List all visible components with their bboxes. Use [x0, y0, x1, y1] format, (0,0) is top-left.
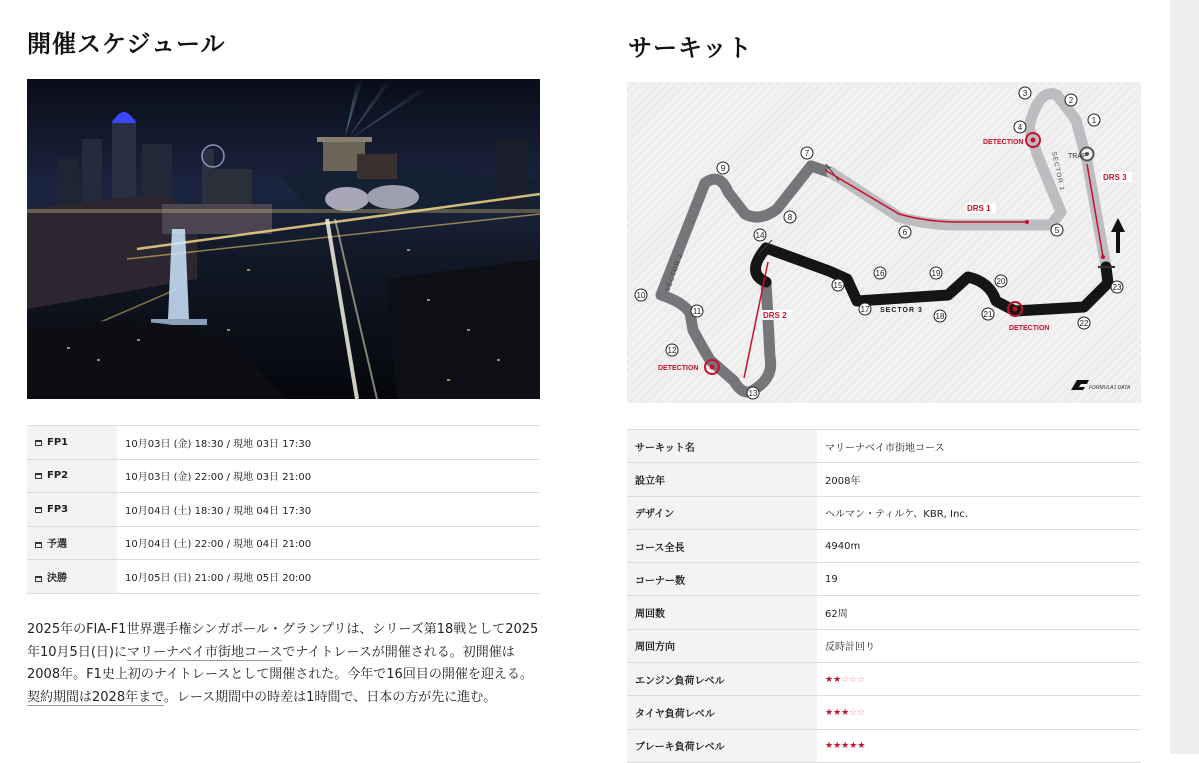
info-value: 4940m [817, 529, 1141, 562]
svg-text:FORMULA1 DATA: FORMULA1 DATA [1089, 385, 1131, 391]
star-empty-icon: ☆ [849, 708, 858, 719]
svg-text:7: 7 [804, 149, 810, 158]
star-empty-icon: ☆ [857, 708, 866, 719]
info-label: 周回方向 [627, 629, 817, 662]
drs-label: DRS 3 [1103, 173, 1127, 182]
svg-text:8: 8 [787, 213, 793, 222]
star-empty-icon: ☆ [857, 674, 866, 685]
info-value: 62周 [817, 596, 1141, 629]
schedule-table [27, 425, 540, 594]
corner-marker [930, 267, 942, 279]
star-empty-icon: ☆ [841, 674, 850, 685]
info-label: 設立年 [627, 463, 817, 496]
svg-text:4: 4 [1017, 123, 1023, 132]
calendar-icon [35, 507, 42, 513]
star-rating [817, 663, 1141, 696]
corner-marker [1111, 281, 1123, 293]
corner-marker [899, 226, 911, 238]
table-row [627, 529, 1141, 562]
schedule-title: 開催スケジュール [27, 30, 226, 58]
corner-marker [1019, 87, 1031, 99]
info-label: コーナー数 [627, 563, 817, 596]
svg-text:21: 21 [983, 310, 993, 319]
circuit-title: サーキット [628, 34, 753, 62]
info-value: 2008年 [817, 463, 1141, 496]
corner-marker [1014, 121, 1026, 133]
star-filled-icon: ★ [841, 741, 850, 752]
circuit-map [627, 82, 1141, 403]
corner-marker [784, 211, 796, 223]
calendar-icon [35, 473, 42, 479]
corner-marker [995, 275, 1007, 287]
svg-text:3: 3 [1022, 89, 1028, 98]
calendar-icon [35, 542, 42, 548]
star-filled-icon: ★ [857, 741, 866, 752]
star-rating [817, 696, 1141, 729]
detection-label: DETECTION [1009, 325, 1050, 332]
corner-marker [832, 279, 844, 291]
star-rating [817, 729, 1141, 762]
star-filled-icon: ★ [841, 708, 850, 719]
rating-stars [825, 675, 865, 685]
table-row [627, 563, 1141, 596]
corner-marker [934, 310, 946, 322]
corner-marker [691, 305, 703, 317]
corner-marker [1078, 317, 1090, 329]
svg-text:20: 20 [996, 277, 1006, 286]
session-label: FP3 [27, 493, 117, 527]
rating-label: タイヤ負荷レベル [627, 696, 817, 729]
rating-stars [825, 741, 865, 751]
info-label: サーキット名 [627, 430, 817, 463]
corner-marker [635, 289, 647, 301]
svg-text:14: 14 [755, 231, 765, 240]
info-label: 周回数 [627, 596, 817, 629]
table-row [27, 493, 540, 527]
info-value: 反時計回り [817, 629, 1141, 662]
circuit-link[interactable]: マリーナベイ市街地コース [126, 644, 283, 660]
svg-text:15: 15 [833, 281, 843, 290]
table-row [27, 459, 540, 493]
calendar-icon [35, 576, 42, 582]
info-value: ヘルマン・ティルケ、KBR, Inc. [817, 496, 1141, 529]
trap-label: TRAP [1068, 153, 1087, 160]
session-time: 10月04日 (土) 18:30 / 現地 04日 17:30 [117, 493, 540, 527]
corner-marker [1051, 224, 1063, 236]
svg-text:2: 2 [1068, 96, 1074, 105]
corner-marker [1088, 114, 1100, 126]
drs-label: DRS 2 [763, 311, 787, 320]
race-description: 2025年のFIA-F1世界選手権シンガポール・グランプリは、シリーズ第18戦として2025年10月5日(日)にマリーナベイ市街地コースでナイトレースが開催される。初開催は2008年。F1史上初のナイトレースとして開催された。今年で16回目の開催を迎える。契約期間は2028年まで。レース期間中の時差は1時間で、日本の方が先に進む。 [27, 622, 539, 705]
scrollbar-track[interactable] [1170, 0, 1199, 754]
star-filled-icon: ★ [825, 674, 834, 685]
svg-text:9: 9 [720, 164, 726, 173]
info-label: コース全長 [627, 529, 817, 562]
rating-label: ブレーキ負荷レベル [627, 729, 817, 762]
svg-text:23: 23 [1112, 283, 1122, 292]
contract-link[interactable]: 契約期間は2028年まで [27, 689, 164, 705]
table-row [627, 696, 1141, 729]
svg-text:17: 17 [860, 305, 870, 314]
star-filled-icon: ★ [833, 741, 842, 752]
table-row [627, 629, 1141, 662]
table-row [627, 463, 1141, 496]
corner-marker [754, 229, 766, 241]
svg-text:12: 12 [667, 346, 677, 355]
corner-marker [717, 162, 729, 174]
table-row [27, 426, 540, 460]
session-label: FP2 [27, 459, 117, 493]
svg-text:1: 1 [1091, 116, 1097, 125]
star-filled-icon: ★ [825, 741, 834, 752]
sector-label: SECTOR 1 [1050, 150, 1066, 192]
drs-label: DRS 1 [967, 204, 991, 213]
svg-text:11: 11 [692, 307, 702, 316]
corner-marker [747, 387, 759, 399]
table-row [27, 526, 540, 560]
svg-text:5: 5 [1054, 226, 1060, 235]
corner-marker [801, 147, 813, 159]
rating-stars [825, 708, 865, 718]
session-time: 10月03日 (金) 18:30 / 現地 03日 17:30 [117, 426, 540, 460]
star-filled-icon: ★ [833, 674, 842, 685]
session-time: 10月03日 (金) 22:00 / 現地 03日 21:00 [117, 459, 540, 493]
info-value: マリーナベイ市街地コース [817, 430, 1141, 463]
info-value: 19 [817, 563, 1141, 596]
circuit-info-table [627, 429, 1141, 763]
svg-text:18: 18 [935, 312, 945, 321]
session-time: 10月04日 (土) 22:00 / 現地 04日 21:00 [117, 526, 540, 560]
svg-text:16: 16 [875, 269, 885, 278]
corner-marker [859, 303, 871, 315]
corner-marker [874, 267, 886, 279]
session-label: 決勝 [27, 560, 117, 594]
star-empty-icon: ☆ [849, 674, 858, 685]
calendar-icon [35, 440, 42, 446]
svg-text:6: 6 [902, 228, 908, 237]
info-label: デザイン [627, 496, 817, 529]
star-filled-icon: ★ [825, 708, 834, 719]
detection-label: DETECTION [983, 139, 1024, 146]
sector-label: SECTOR 3 [880, 307, 923, 314]
singapore-night-photo [27, 79, 540, 399]
table-row [627, 596, 1141, 629]
svg-text:22: 22 [1079, 319, 1089, 328]
corner-marker [1065, 94, 1077, 106]
svg-text:19: 19 [931, 269, 941, 278]
detection-label: DETECTION [658, 365, 699, 372]
table-row [627, 496, 1141, 529]
table-row [627, 729, 1141, 762]
rating-label: エンジン負荷レベル [627, 663, 817, 696]
table-row [27, 560, 540, 594]
svg-text:13: 13 [748, 389, 758, 398]
star-filled-icon: ★ [833, 708, 842, 719]
svg-text:10: 10 [636, 291, 646, 300]
table-row [627, 663, 1141, 696]
table-row [627, 430, 1141, 463]
corner-marker [666, 344, 678, 356]
corner-marker [982, 308, 994, 320]
session-label: FP1 [27, 426, 117, 460]
star-filled-icon: ★ [849, 741, 858, 752]
session-label: 予選 [27, 526, 117, 560]
sector-label: SECTOR 2 [664, 252, 685, 293]
session-time: 10月05日 (日) 21:00 / 現地 05日 20:00 [117, 560, 540, 594]
